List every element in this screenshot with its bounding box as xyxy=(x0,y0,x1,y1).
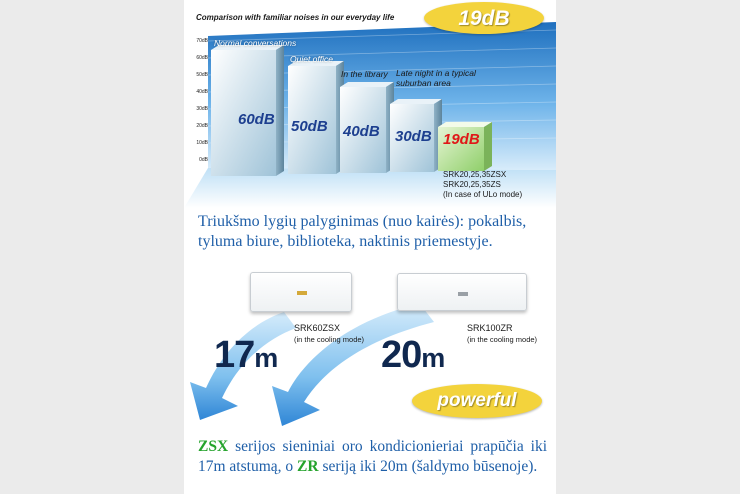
ac-unit-srk100zr xyxy=(397,273,527,311)
model-note-line-1: SRK20,25,35ZSX xyxy=(443,170,507,179)
ytick-50: 50dB xyxy=(196,72,208,78)
caption-text-2: seriją iki 20m (šaldymo būsenoje). xyxy=(318,458,538,475)
ytick-60: 60dB xyxy=(196,55,208,61)
bar-value-60db: 60dB xyxy=(238,111,275,128)
ytick-70: 70dB xyxy=(196,38,208,44)
bar-label-quiet-office: Quiet office xyxy=(290,54,333,64)
powerful-badge xyxy=(412,384,542,418)
ac-label-srk100zr xyxy=(467,323,537,345)
model-name: SRK100ZR xyxy=(467,323,513,333)
brand-logo-icon xyxy=(458,292,468,296)
airflow-caption xyxy=(198,437,547,477)
bar-value-19db: 19dB xyxy=(443,131,480,148)
bar-value-30db: 30dB xyxy=(395,128,432,145)
19db-badge xyxy=(424,2,544,34)
powerful-badge-text: powerful xyxy=(437,390,517,411)
distance-unit: m xyxy=(421,343,445,373)
mode-note: (in the cooling mode) xyxy=(294,335,365,344)
bar-label-library: In the library xyxy=(341,69,388,79)
distance-unit: m xyxy=(254,343,278,373)
model-note-line-3: (In case of ULo mode) xyxy=(443,190,523,199)
ytick-20: 20dB xyxy=(196,123,208,129)
19db-badge-text: 19dB xyxy=(458,7,510,30)
brand-logo-icon xyxy=(297,291,307,295)
ytick-10: 10dB xyxy=(196,140,208,146)
bar-value-40db: 40dB xyxy=(343,123,380,140)
bar-label-normal-conversations: Normal conversations xyxy=(214,38,297,48)
distance-20m xyxy=(381,334,444,377)
caption-text-1: serijos sieniniai oro kondicionieriai prapūčia iki 17m atstumą, o xyxy=(198,438,547,475)
model-note-line-2: SRK20,25,35ZS xyxy=(443,180,501,189)
document-page xyxy=(184,0,556,494)
series-zr: ZR xyxy=(297,458,319,475)
chart-title: Comparison with familiar noises in our everyday life xyxy=(196,13,395,22)
ytick-0: 0dB xyxy=(199,157,208,163)
distance-value: 20 xyxy=(381,334,422,376)
model-note xyxy=(443,170,522,200)
noise-comparison-chart xyxy=(184,0,556,208)
bar-label-suburban: Late night in a typical suburban area xyxy=(396,68,476,88)
chart-caption: Triukšmo lygių palyginimas (nuo kairės): pokalbis, tyluma biure, biblioteka, naktinis priemestyje. xyxy=(198,213,527,250)
mode-note: (in the cooling mode) xyxy=(467,335,538,344)
ytick-30: 30dB xyxy=(196,106,208,112)
ac-label-srk60zsx xyxy=(294,323,364,345)
ytick-40: 40dB xyxy=(196,89,208,95)
distance-value: 17 xyxy=(214,334,255,376)
bar-value-50db: 50dB xyxy=(291,118,328,135)
ac-unit-srk60zsx xyxy=(250,272,352,312)
model-name: SRK60ZSX xyxy=(294,323,341,333)
distance-17m xyxy=(214,334,277,377)
series-zsx: ZSX xyxy=(198,438,229,455)
